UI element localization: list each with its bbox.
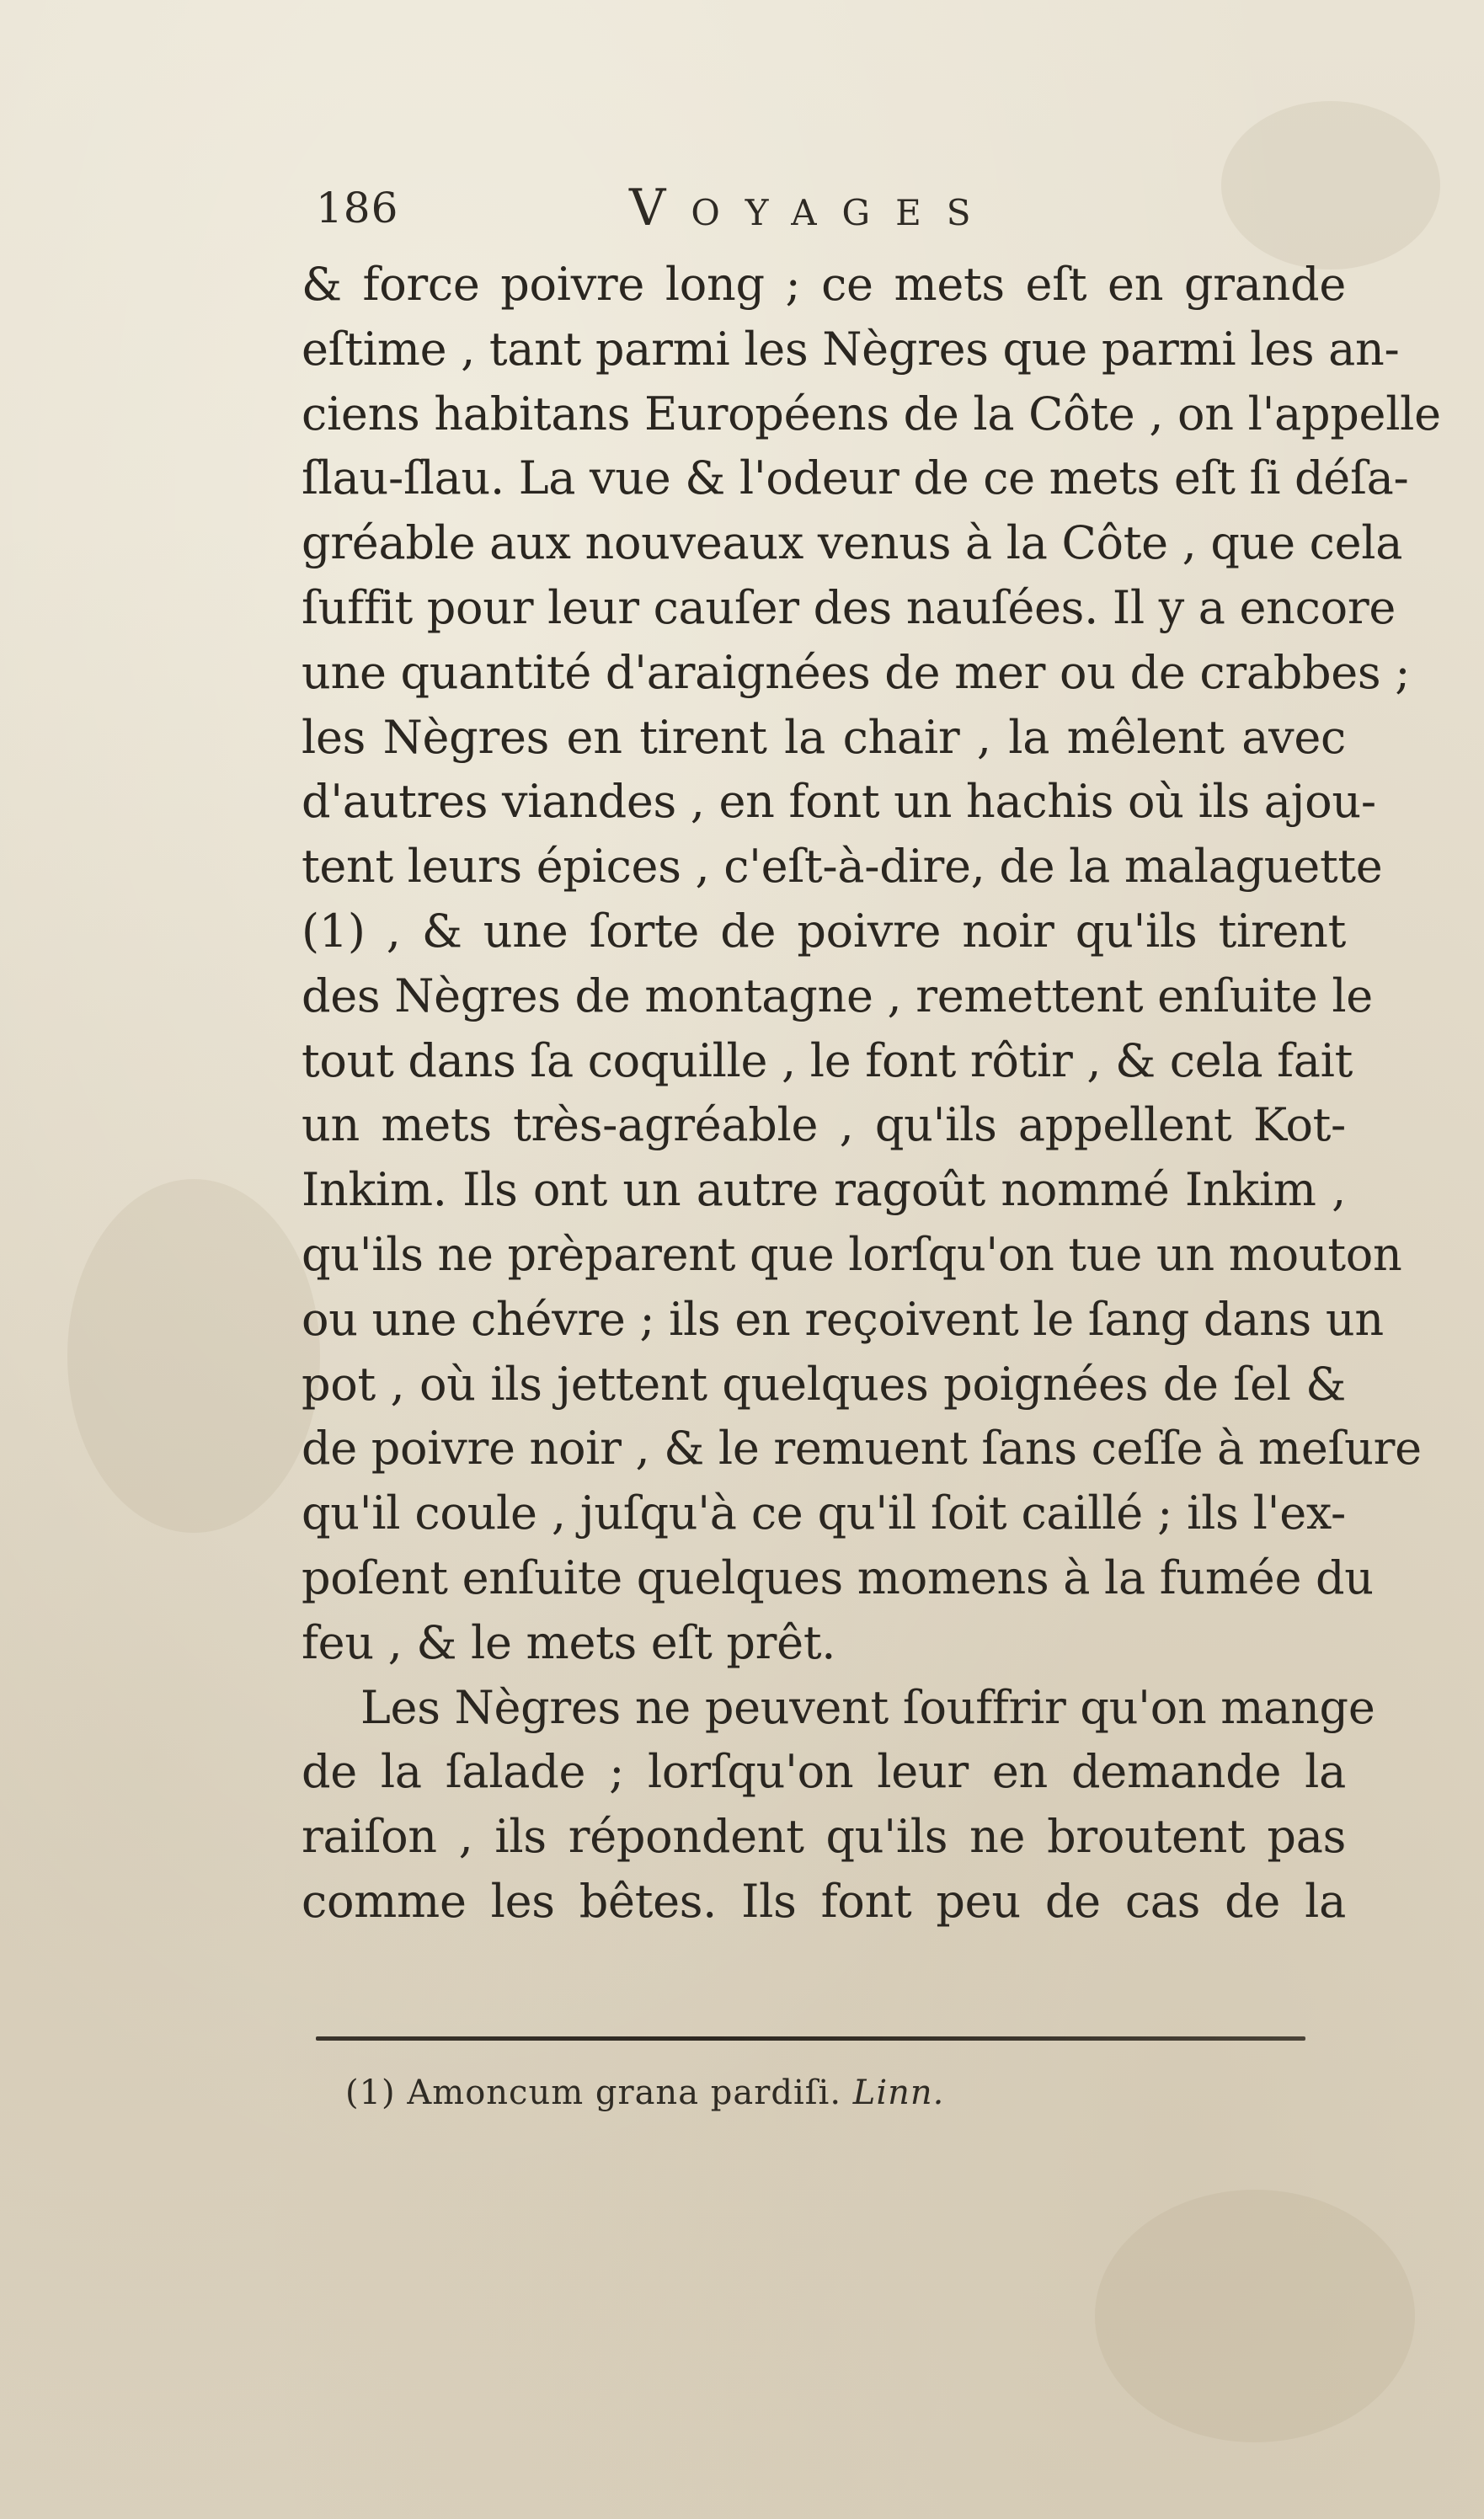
text-line: d'autres viandes , en font un hachis où ils ajou- [302,775,1376,829]
text-line: poſent enſuite quelques momens à la fumée du [302,1550,1374,1604]
text-line: gréable aux nouveaux venus à la Côte , que cela [302,516,1403,570]
page-header [316,179,1327,254]
text-line: Inkim. Ils ont un autre ragoût nommé Inkim , [302,1163,1346,1217]
text-line: comme les bêtes. Ils font peu de cas de la [302,1874,1346,1928]
page-number: 186 [316,184,399,232]
footnote-marker: (1) [345,2073,396,2112]
text-line: tout dans ſa coquille , le font rôtir , & cela fait [302,1033,1353,1087]
text-line: ou une chévre ; ils en reçoivent le ſang dans un [302,1292,1384,1346]
text-line: (1) , & une ſorte de poivre noir qu'ils tirent [302,904,1346,958]
text-line: des Nègres de montagne , remettent enſuite le [302,969,1373,1022]
footnote [345,2073,944,2112]
footnote-rule [316,2036,1305,2041]
running-head: Voyages [629,179,996,237]
text-line: qu'il coule , juſqu'à ce qu'il ſoit caillé ; ils l'ex- [302,1486,1346,1540]
text-line: ſlau-ſlau. La vue & l'odeur de ce mets eſt ſi déſa- [302,451,1409,505]
text-line: Les Nègres ne peuvent ſouffrir qu'on mange [360,1680,1375,1734]
paper-stain [1095,2190,1415,2442]
body-text [302,253,1441,1935]
text-line: tent leurs épices , c'eſt-à-dire, de la malaguette [302,840,1383,894]
text-line: raiſon , ils répondent qu'ils ne broutent pas [302,1810,1346,1864]
text-line: de poivre noir , & le remuent ſans ceſſe à meſure [302,1422,1422,1476]
footnote-text: Amoncum grana pardiſi. [407,2073,842,2112]
text-line: les Nègres en tirent la chair , la mêlent avec [302,710,1346,764]
footnote-source: Linn. [852,2073,945,2112]
text-line: une quantité d'araignées de mer ou de crabbes ; [302,645,1411,699]
text-line: & force poivre long ; ce mets eſt en grande [302,258,1346,311]
paper-stain [67,1179,320,1533]
text-line: feu , & le mets eſt prêt. [302,1615,836,1669]
text-line: qu'ils ne prèparent que lorſqu'on tue un mouton [302,1227,1402,1281]
text-line: pot , où ils jettent quelques poignées de ſel & [302,1357,1346,1411]
text-line: ciens habitans Européens de la Côte , on l'appelle [302,387,1441,440]
text-line: un mets très-agréable , qu'ils appellent Kot- [302,1098,1346,1152]
text-line: ſuffit pour leur cauſer des nauſées. Il y a encore [302,580,1396,634]
text-line: eſtime , tant parmi les Nègres que parmi les an- [302,322,1400,376]
text-line: de la ſalade ; lorſqu'on leur en demande la [302,1745,1346,1799]
